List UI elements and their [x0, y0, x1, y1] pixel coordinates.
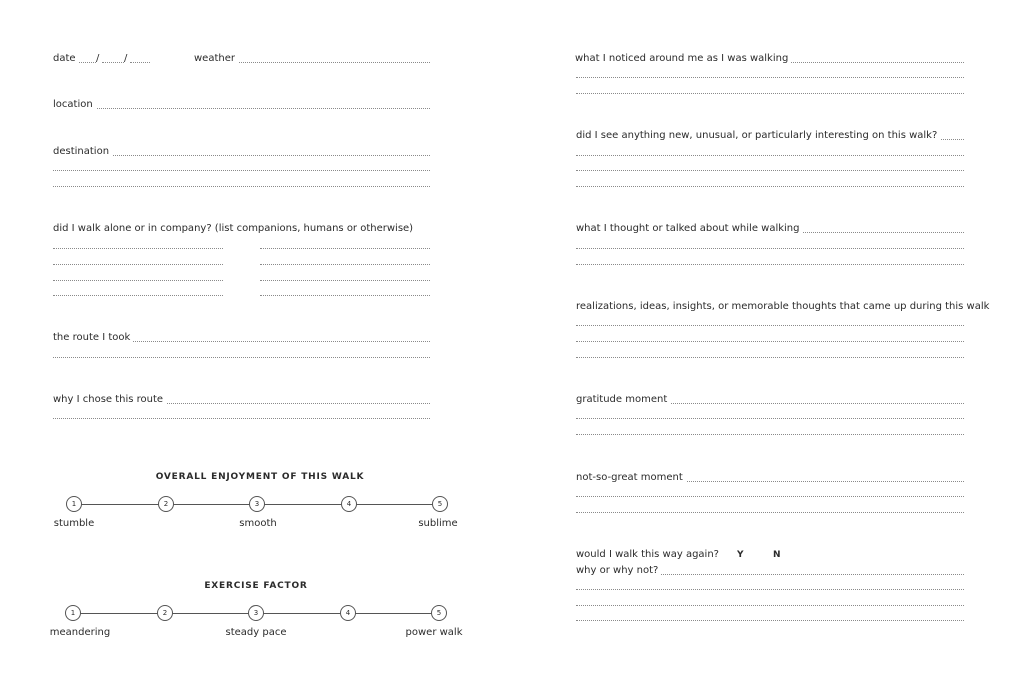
gratitude-label: gratitude moment: [576, 394, 670, 406]
exercise-mid-label: steady pace: [225, 627, 287, 638]
enjoyment-option-5[interactable]: 5: [432, 496, 448, 512]
gratitude-line[interactable]: [576, 418, 964, 419]
date-day-line[interactable]: [76, 62, 96, 63]
company-line[interactable]: [53, 264, 223, 265]
thought-line[interactable]: [576, 264, 964, 265]
why-route-line[interactable]: [53, 418, 430, 419]
location-line[interactable]: [53, 108, 430, 109]
exercise-option-5[interactable]: 5: [431, 605, 447, 621]
not-great-label: not-so-great moment: [576, 472, 686, 484]
company-line[interactable]: [260, 248, 430, 249]
enjoyment-option-3[interactable]: 3: [249, 496, 265, 512]
new-things-line[interactable]: [576, 186, 964, 187]
why-line[interactable]: [576, 589, 964, 590]
company-line[interactable]: [53, 248, 223, 249]
walk-again-label: would I walk this way again?: [576, 549, 722, 561]
route-label: the route I took: [53, 332, 133, 344]
not-great-line[interactable]: [576, 512, 964, 513]
company-label: did I walk alone or in company? (list companions, humans or otherwise): [53, 223, 416, 235]
why-line[interactable]: [576, 620, 964, 621]
realizations-line[interactable]: [576, 325, 964, 326]
realizations-label: realizations, ideas, insights, or memorable thoughts that came up during this walk: [576, 301, 992, 313]
why-route-label: why I chose this route: [53, 394, 166, 406]
date-separator: /: [124, 53, 128, 64]
no-option[interactable]: N: [773, 550, 781, 560]
company-line[interactable]: [260, 295, 430, 296]
new-things-line[interactable]: [576, 155, 964, 156]
enjoyment-high-label: sublime: [418, 518, 458, 529]
gratitude-line[interactable]: [576, 434, 964, 435]
exercise-option-2[interactable]: 2: [157, 605, 173, 621]
destination-label: destination: [53, 146, 112, 158]
date-month-line[interactable]: [102, 62, 124, 63]
enjoyment-option-2[interactable]: 2: [158, 496, 174, 512]
date-year-line[interactable]: [130, 62, 150, 63]
noticed-line[interactable]: [576, 77, 964, 78]
company-line[interactable]: [53, 295, 223, 296]
new-things-line[interactable]: [576, 170, 964, 171]
not-great-line[interactable]: [576, 496, 964, 497]
date-label: date: [53, 53, 79, 65]
exercise-option-3[interactable]: 3: [248, 605, 264, 621]
exercise-option-1[interactable]: 1: [65, 605, 81, 621]
exercise-option-4[interactable]: 4: [340, 605, 356, 621]
why-label: why or why not?: [576, 565, 661, 577]
enjoyment-low-label: stumble: [53, 518, 95, 529]
destination-line[interactable]: [53, 170, 430, 171]
destination-line[interactable]: [53, 186, 430, 187]
realizations-line[interactable]: [576, 357, 964, 358]
company-line[interactable]: [260, 264, 430, 265]
enjoyment-option-4[interactable]: 4: [341, 496, 357, 512]
new-things-label: did I see anything new, unusual, or particularly interesting on this walk?: [576, 130, 940, 142]
noticed-label: what I noticed around me as I was walking: [575, 53, 791, 65]
thought-label: what I thought or talked about while walking: [576, 223, 803, 235]
location-label: location: [53, 99, 96, 111]
noticed-line[interactable]: [576, 93, 964, 94]
weather-label: weather: [194, 53, 238, 65]
exercise-high-label: power walk: [405, 627, 463, 638]
enjoyment-mid-label: smooth: [239, 518, 277, 529]
realizations-line[interactable]: [576, 341, 964, 342]
exercise-low-label: meandering: [49, 627, 111, 638]
exercise-title: EXERCISE FACTOR: [204, 581, 308, 591]
company-line[interactable]: [53, 280, 223, 281]
date-separator: /: [96, 53, 100, 64]
enjoyment-title: OVERALL ENJOYMENT OF THIS WALK: [155, 472, 365, 482]
route-line[interactable]: [53, 357, 430, 358]
why-line[interactable]: [576, 605, 964, 606]
yes-option[interactable]: Y: [737, 550, 744, 560]
enjoyment-option-1[interactable]: 1: [66, 496, 82, 512]
thought-line[interactable]: [576, 248, 964, 249]
company-line[interactable]: [260, 280, 430, 281]
